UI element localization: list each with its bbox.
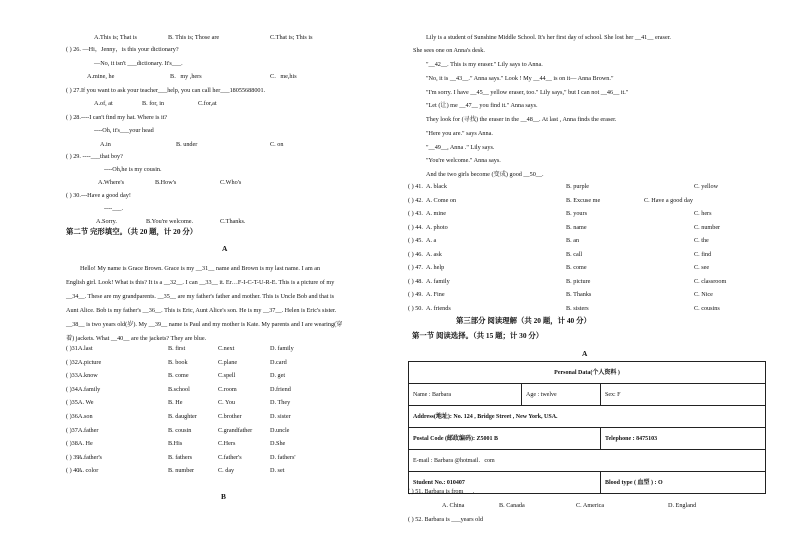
option: B. sisters <box>566 304 589 312</box>
option: A.father's <box>78 453 102 461</box>
question-number: ( ) 46. <box>408 250 423 258</box>
question-number: ( ) 50. <box>408 304 423 312</box>
option: A.Sorry. <box>96 218 117 225</box>
email-cell: E-mail : Barbara @hotmail．com <box>409 450 766 472</box>
passage-line: "Here you are." says Anna. <box>426 130 493 137</box>
question: ( ) 28.----I can't find my hat. Where is it? <box>66 114 168 121</box>
option: D.card <box>270 358 287 366</box>
question-number: ( ) 45. <box>408 237 423 244</box>
postal-cell: Postal Code (邮政编码): Z5001 B <box>409 428 601 450</box>
option: C.Hers <box>218 440 236 448</box>
question-number: ( )35. <box>66 399 80 407</box>
question-number: ( ) 44. <box>408 223 423 231</box>
option: D.friend <box>270 385 291 393</box>
option: C.grandfather <box>218 426 253 434</box>
passage-line: They look for (寻找) the eraser in the __48__. At last , Anna finds the eraser. <box>426 116 617 123</box>
option: C. classroom <box>694 277 727 285</box>
option: B.You're welcome. <box>146 218 194 225</box>
option: C. on <box>270 141 284 148</box>
option: B．my ,hers <box>170 73 202 80</box>
passage-line: "You're welcome." Anna says. <box>426 157 501 164</box>
passage-line: "__42__. This is my eraser." Lily says to Anna. <box>426 61 543 68</box>
question-number: ( )34. <box>66 385 80 393</box>
option: A. He <box>78 440 93 448</box>
question: ( ) 27.If you want to ask your teacher___help, you can call her___18055688001. <box>66 87 266 94</box>
question-number: ( ) 47. <box>408 264 423 271</box>
question: ( ) 26. —Hi，Jenny，is this your dictionary? <box>66 46 179 53</box>
option: A. mine <box>426 210 446 217</box>
question-number: ( ) 39. <box>66 453 81 461</box>
option: B. come <box>168 372 189 380</box>
option: A.in <box>100 141 111 148</box>
option: A. friends <box>426 304 451 312</box>
passage-label: B <box>221 492 226 501</box>
passage-line: __34__. These are my grandparents. __35__ are my father's father and mother. This is Uncle Bob and that is <box>66 293 335 300</box>
option: B. for, in <box>142 100 165 107</box>
option: B.school <box>168 385 190 393</box>
option: A. color <box>78 467 99 475</box>
option: C.for,at <box>198 100 217 107</box>
right-column <box>404 0 794 550</box>
option: C. cousins <box>694 304 720 312</box>
passage-line: "I'm sorry. I have __45__ yellow eraser, too." Lily says," but I can not __46__ it." <box>426 89 629 96</box>
passage-line: "Let (让) me __47__ you find it." Anna says. <box>426 102 538 109</box>
option: C.next <box>218 345 235 352</box>
address-cell: Address(地址): No. 124 , Bridge Street , New York, USA. <box>409 406 766 428</box>
option: B. Thanks <box>566 291 592 298</box>
question-number: ( ) 42. <box>408 196 423 204</box>
option: C.Who's <box>220 179 242 186</box>
option: A.picture <box>78 358 102 366</box>
question-number: ( ) 43. <box>408 210 423 217</box>
option: B. yours <box>566 210 587 217</box>
option: B.How's <box>155 179 177 186</box>
passage-label: A <box>582 349 588 358</box>
passage-line: 着) jackets. What __40__ are the jackets? They are blue. <box>66 335 207 342</box>
option: A. We <box>78 399 94 407</box>
option: A.son <box>78 413 93 420</box>
question: ( ) 52. Barbara is ___years old <box>408 516 484 523</box>
option: C.father's <box>218 453 242 461</box>
option: C. Have a good day <box>644 196 693 204</box>
option: D. sister <box>270 413 291 420</box>
option: A. photo <box>426 223 448 231</box>
question-line: —No, it isn't ___dictionary. It's___. <box>94 60 183 67</box>
option: A.Where's <box>98 179 125 186</box>
option: A. ask <box>426 250 442 258</box>
option: C.That is; This is <box>270 34 313 41</box>
option: B. He <box>168 399 183 407</box>
passage-line: Lily is a student of Sunshine Middle School. It's her first day of school. She lost her __41__ eraser. <box>426 34 671 41</box>
option: A.of, at <box>94 100 113 107</box>
option: B. under <box>176 141 198 148</box>
option: B. This is; Those are <box>168 34 220 41</box>
option: A.This is; That is <box>94 34 137 41</box>
name-cell: Name : Barbara <box>409 384 522 406</box>
passage-line: And the two girls become (变成) good __50__. <box>426 171 544 178</box>
passage-line: She sees one on Anna's desk. <box>413 47 485 54</box>
question-number: ( )32. <box>66 358 80 366</box>
option: A.know <box>78 372 98 380</box>
part-title: 第三部分 阅读理解（共 20 题，计 40 分） <box>456 316 591 325</box>
question-number: ( ) 40. <box>66 467 81 475</box>
section-title: 第一节 阅读选择。（共 15 题；计 30 分） <box>412 331 544 340</box>
option: A. China <box>442 502 465 509</box>
option: C. hers <box>694 210 712 217</box>
option: A. Come on <box>426 196 457 204</box>
option: B. first <box>168 345 186 352</box>
question-number: ( ) 49. <box>408 291 423 298</box>
option: D. get <box>270 372 286 380</box>
option: D. They <box>270 399 291 407</box>
left-column <box>0 0 390 550</box>
option: A. family <box>426 277 450 285</box>
option: A. a <box>426 237 437 244</box>
option: C. the <box>694 237 709 244</box>
option: B.His <box>168 440 183 448</box>
option: D. set <box>270 467 285 475</box>
option: C. America <box>576 502 605 509</box>
option: C. yellow <box>694 183 719 190</box>
passage-line: __38__ is two years old(岁). My __39__ name is Paul and my mother is Kate. My parents and I are wearing(穿 <box>66 321 343 328</box>
question-number: ( )38. <box>66 440 80 448</box>
option: C.spell <box>218 372 236 380</box>
question-number: ( )33. <box>66 372 80 380</box>
telephone-cell: Telephone : 8475103 <box>601 428 766 450</box>
option: B. an <box>566 237 580 244</box>
personal-data-table <box>408 361 766 494</box>
option: B. picture <box>566 277 591 285</box>
option: C. see <box>694 264 710 271</box>
option: B. book <box>168 358 188 366</box>
option: A.mine, he <box>87 73 115 80</box>
option: D.She <box>270 440 286 448</box>
option: B. call <box>566 250 583 258</box>
option: D. family <box>270 345 294 352</box>
question: ( ) 51. Barbara is from___. <box>408 488 475 495</box>
question: ( ) 29. ----___that boy? <box>66 153 123 160</box>
question-number: ( ) 41. <box>408 183 423 190</box>
option: B. cousin <box>168 426 192 434</box>
question-line: ----Oh,he is my cousin. <box>104 166 162 173</box>
question-number: ( ) 48. <box>408 277 423 285</box>
option: C. find <box>694 250 712 258</box>
option: D. fathers' <box>270 453 296 461</box>
sex-cell: Sex: F <box>601 384 766 406</box>
question-number: ( )36. <box>66 413 80 420</box>
option: A. Fine <box>426 291 445 298</box>
option: C. number <box>694 223 721 231</box>
table-title: Personal Data(个人资料 ) <box>409 362 766 384</box>
blood-cell: Blood type ( 血型 ) : O <box>601 472 766 494</box>
option: B. number <box>168 467 195 475</box>
option: B. purple <box>566 183 590 190</box>
passage-line: "__49__, Anna ." Lily says. <box>426 144 495 151</box>
age-cell: Age : twelve <box>522 384 601 406</box>
option: A. black <box>426 183 447 190</box>
option: B. come <box>566 264 587 271</box>
option: C.room <box>218 385 237 393</box>
passage-line: "No, it is __43__." Anna says." Look ! My __44__ is on it— Anna Brown." <box>426 75 614 82</box>
passage-line: English girl. Look! What is this? It is a __32__. I can __33__ it. Er…F-I-C-T-U-R-E. This is a picture of my <box>66 279 335 286</box>
passage-line: Hello! My name is Grace Brown. Grace is my __31__ name and Brown is my last name. I am an <box>80 265 321 272</box>
option: D.uncle <box>270 426 290 434</box>
option: B. name <box>566 223 587 231</box>
option: B. daughter <box>168 413 197 420</box>
student-no-cell: Student No.: 010407 <box>409 472 601 494</box>
option: A.father <box>78 426 99 434</box>
section-title: 第二节 完形填空。（共 20 题，计 20 分） <box>66 227 198 236</box>
question-number: ( )31. <box>66 345 80 352</box>
question: ( ) 30.---Have a good day! <box>66 192 131 199</box>
option: C.plane <box>218 358 238 366</box>
option: A.last <box>78 345 93 352</box>
option: B. Excuse me <box>566 196 601 204</box>
option: A. help <box>426 264 445 271</box>
option: B. fathers <box>168 453 193 461</box>
option: B. Canada <box>499 502 525 509</box>
option: C．me,his <box>270 73 297 80</box>
option: C. You <box>218 399 236 407</box>
option: C. day <box>218 467 235 475</box>
passage-label: A <box>222 244 228 253</box>
question-number: ( )37. <box>66 426 80 434</box>
option: C.Thanks. <box>220 218 246 225</box>
option: C.brother <box>218 413 242 420</box>
question-line: ----Oh, it's___your head <box>94 127 154 134</box>
question-line: ----___. <box>104 205 124 212</box>
option: D. England <box>668 502 697 509</box>
passage-line: Aunt Alice. Bob is my father's __36__. This is Eric, Aunt Alice's son. He is my __37__. Helen is Eric's sister. <box>66 307 337 314</box>
option: A.family <box>78 385 101 393</box>
option: C. Nice <box>694 291 713 298</box>
